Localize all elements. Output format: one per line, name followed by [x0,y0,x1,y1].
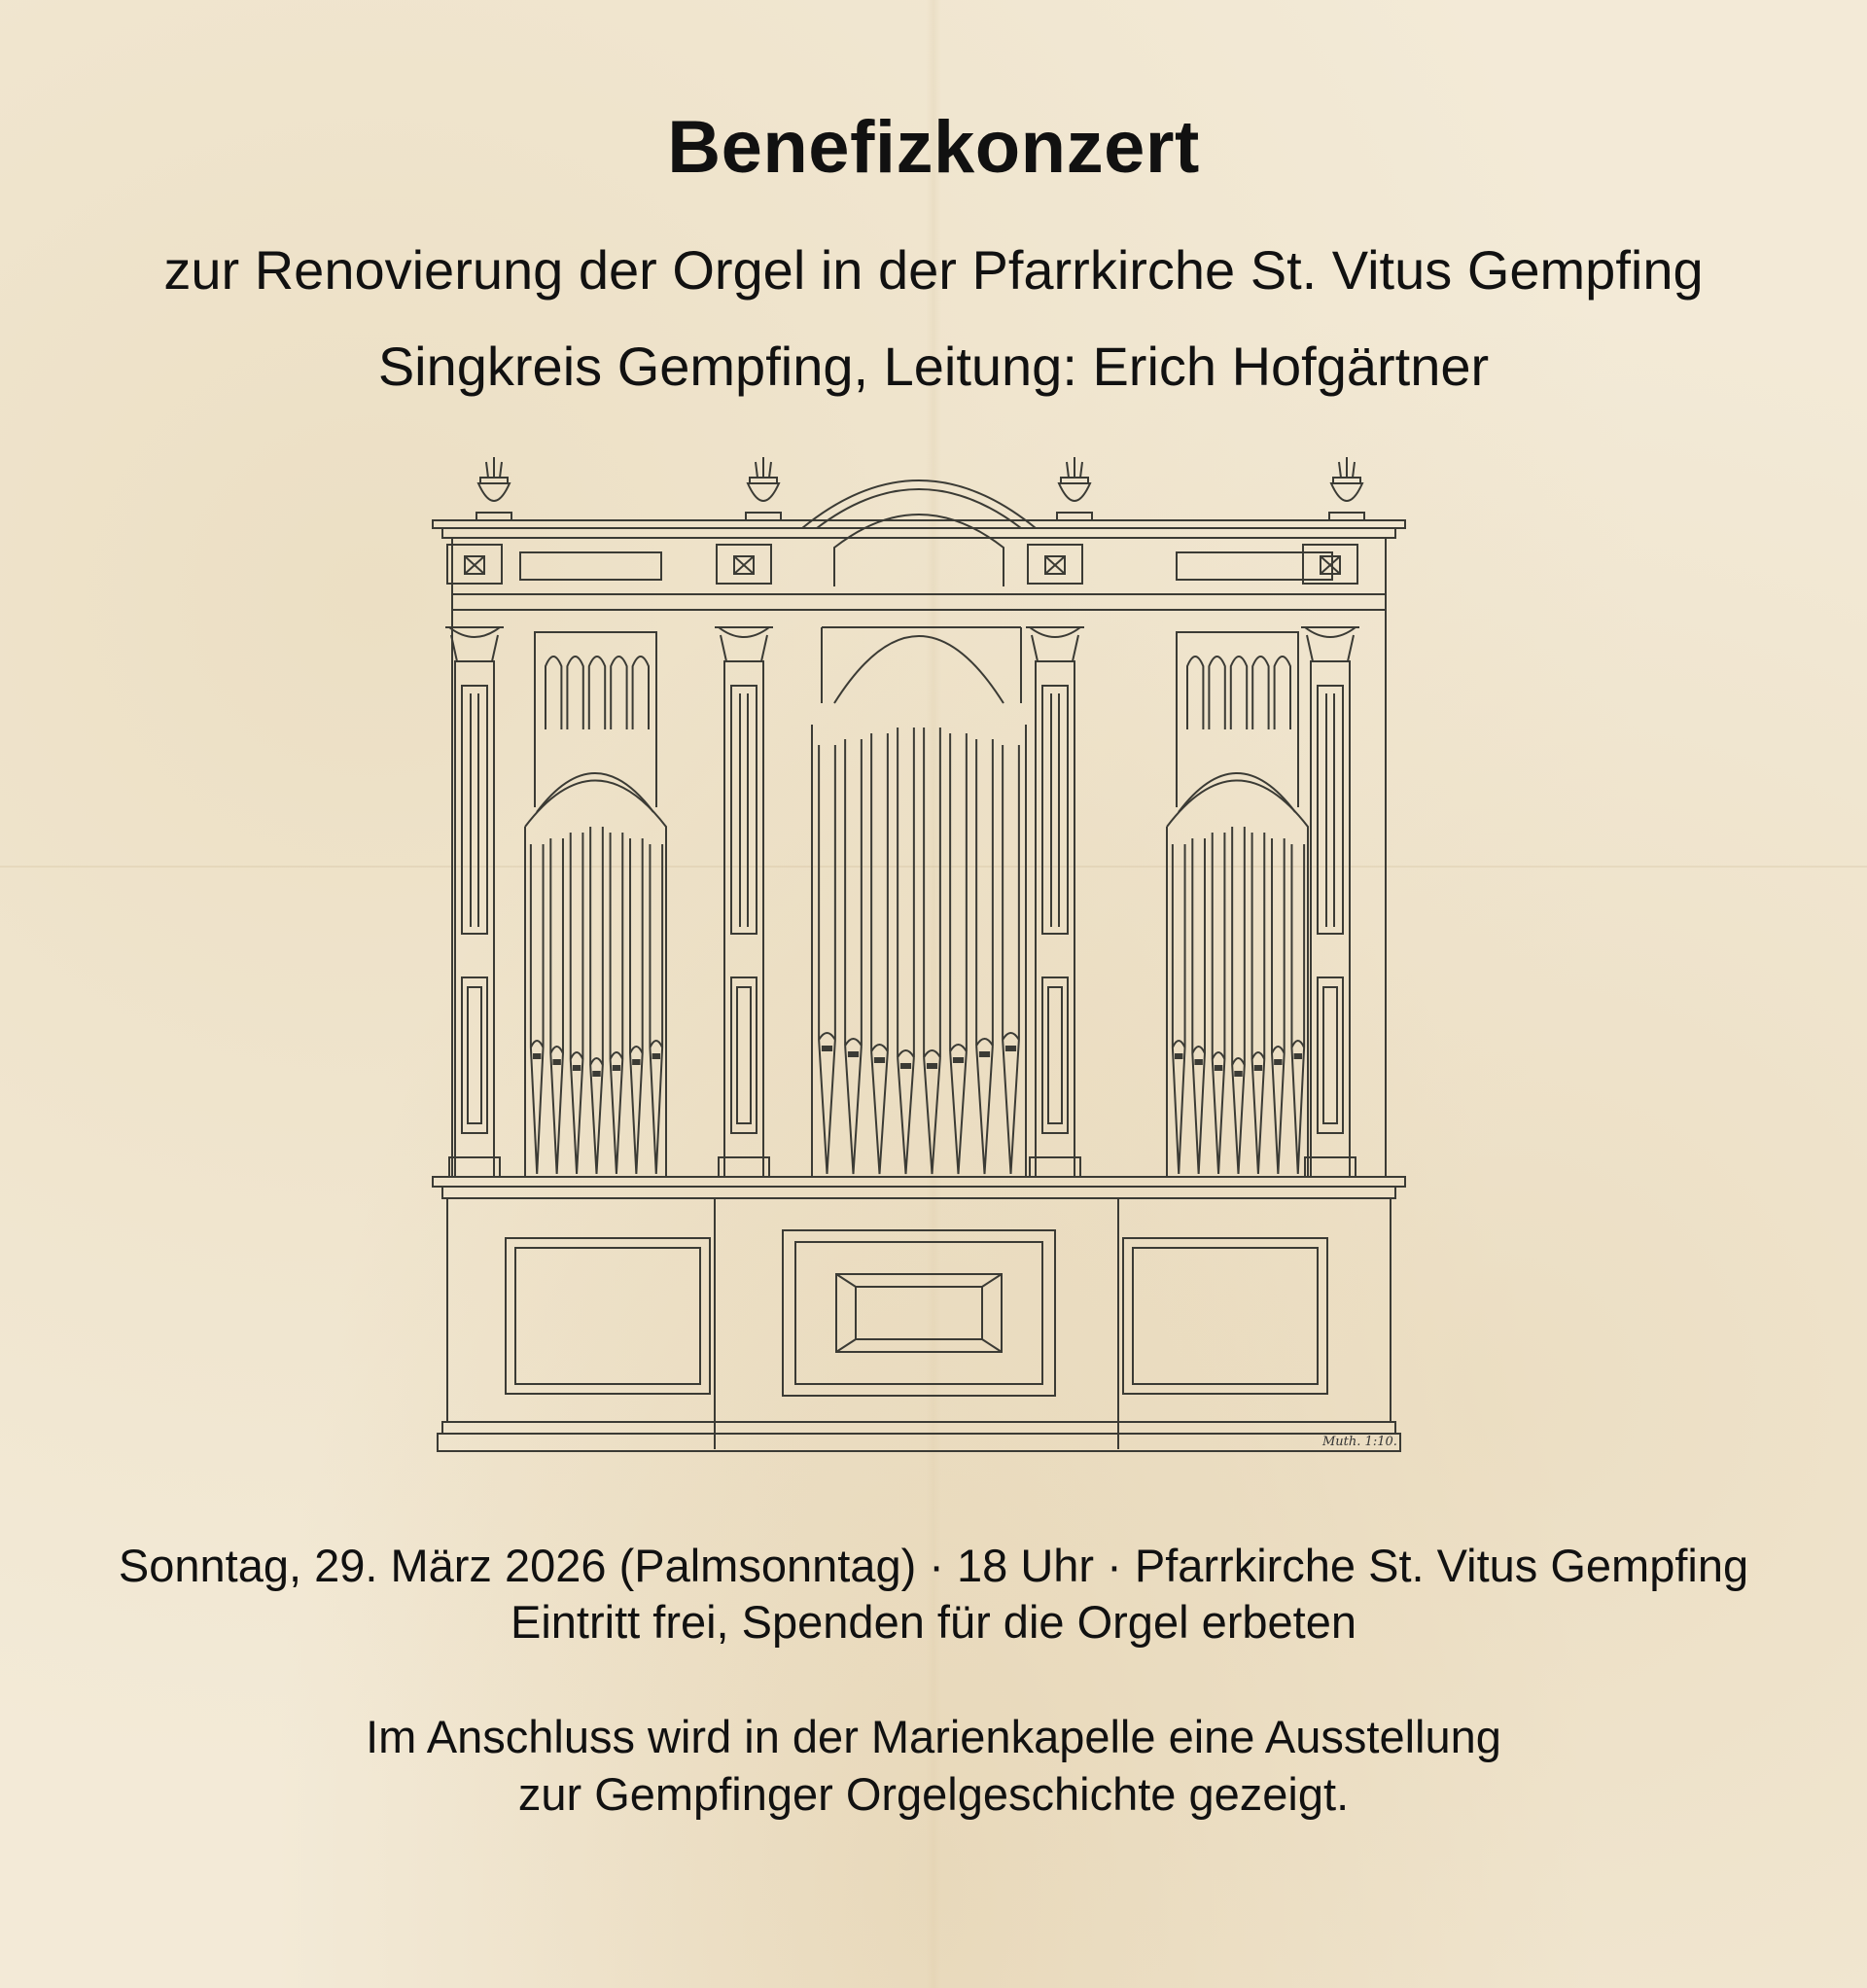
tower-panel-arch [589,657,605,729]
tower-panel-arch [567,657,582,729]
organ-finial [476,457,511,520]
organ-illustration [428,443,1410,1454]
left-tower-pipes [531,827,662,1174]
poster-title: Benefizkonzert [667,106,1200,189]
tower-panel-arch [1275,657,1290,729]
admission-info: Eintritt frei, Spenden für die Orgel erbeten [511,1596,1356,1648]
exhibition-note-line-1: Im Anschluss wird in der Marienkapelle eine Ausstellung [366,1711,1501,1762]
organ-finial [1057,457,1092,520]
drawing-signature: Muth. 1:10. [1322,1435,1397,1449]
event-details: Sonntag, 29. März 2026 (Palmsonntag) · 18 Uhr · Pfarrkirche St. Vitus Gempfing [118,1540,1749,1591]
tower-panel-arch [611,657,626,729]
center-tower-pipes [819,728,1019,1174]
tower-panel-arch [1187,657,1203,729]
tower-panel-arch [1209,657,1224,729]
exhibition-note-line-2: zur Gempfinger Orgelgeschichte gezeigt. [517,1768,1350,1820]
organ-pillar [1026,545,1084,1177]
tower-panel-arch [1231,657,1247,729]
tower-panel-arch [1252,657,1268,729]
performer-subtitle: Singkreis Gempfing, Leitung: Erich Hofgärtner [377,336,1490,397]
organ-pillar [1301,545,1359,1177]
organ-pillar [445,545,504,1177]
tower-panel-arch [633,657,649,729]
purpose-subtitle: zur Renovierung der Orgel in der Pfarrkirche St. Vitus Gempfing [163,239,1704,301]
right-tower-pipes [1173,827,1304,1174]
organ-pillar [715,545,773,1177]
organ-finial [1329,457,1364,520]
organ-finial [746,457,781,520]
tower-panel-arch [546,657,561,729]
